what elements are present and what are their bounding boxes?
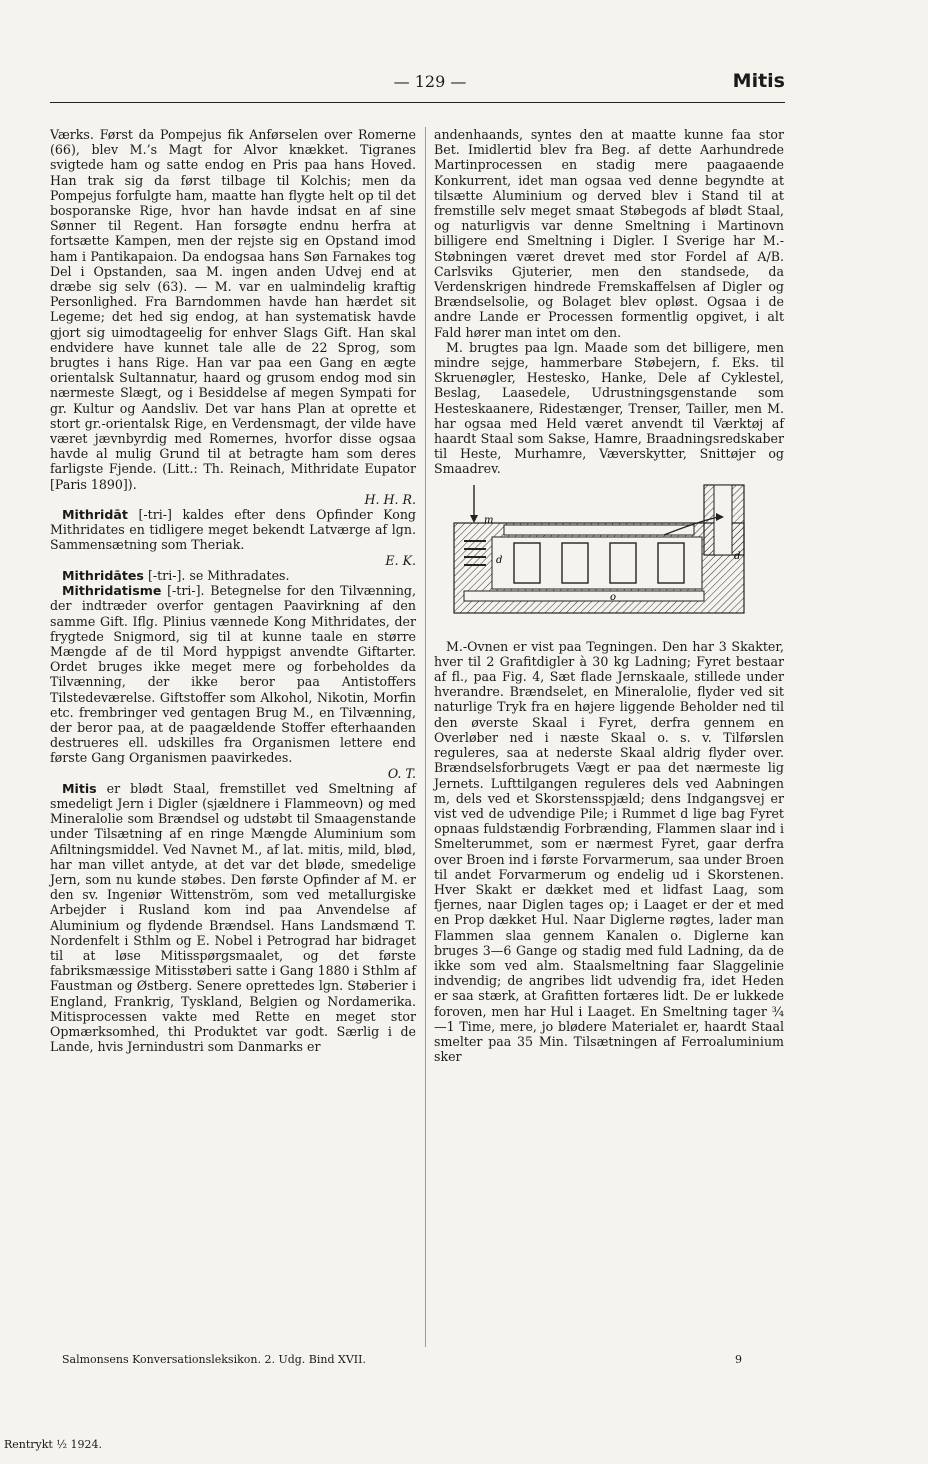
publication-line: Salmonsens Konversationsleksikon. 2. Udg. Bind XVII.	[62, 1353, 366, 1366]
author-signature: H. H. R.	[364, 491, 416, 507]
air-arrow-head	[470, 515, 478, 523]
furnace-diagram	[434, 483, 784, 631]
furnace-diagram-svg	[434, 483, 754, 623]
crucible	[610, 543, 636, 583]
crucible	[514, 543, 540, 583]
right-column	[434, 127, 784, 1064]
author-signature: O. T.	[387, 765, 416, 781]
entry-mithridatisme	[50, 583, 416, 765]
header-rule	[50, 102, 785, 103]
column-divider	[425, 127, 426, 1347]
signature-mark: 9	[735, 1353, 742, 1366]
page-footer	[62, 1353, 742, 1366]
entry-headword: Mitis	[62, 780, 97, 796]
entry-mithridates	[50, 568, 416, 583]
furnace-description: M.-Ovnen er vist paa Tegningen. Den har 3 Skakter, hver til 2 Grafitdigler à 30 kg Ladning; Fyret bestaar af fl., paa Fig. 4, Sæt flade Jernskaale, stillede under hverandre. Brændselet, en Mineralolie, flyder ved sit naturlige Tryk fra en højere liggende Beholder ned til den øverste Skaal i Fyret, derfra gennem en Overløber ned i næste Skaal o. s. v. Tilførslen reguleres, saa at nederste Skaal aldrig flyder over. Brændselsforbrugets Vægt er paa det nærmeste lig Jernets. Lufttilgangen reguleres dels ved Aabningen m, dels ved et Skorstensspjæld; dens Indgangsvej er vist ved de udvendige Pile; i Rummet d lige bag Fyret opnaas fuldstændig Forbrænding, Flammen slaar ind i Smelterummet, som er nærmest Fyret, gaar derfra over Broen ind i første Forvarmerum, saa under Broen til andet Forvarmerum og endelig ud i Skorstenen. Hver Skakt er dækket med et lidfast Laag, som fjernes, naar Diglen tages op; i Laaget er der et med en Prop dækket Hul. Naar Diglerne røgtes, lader man Flammen slaa gennem Kanalen o. Diglerne kan bruges 3—6 Gange og stadig med fuld Ladning, da de ikke som ved alm. Staalsmeltning faar Slaggelinie indvendig; de angribes lidt udvendig fra, idet Heden er saa stærk, at Grafitten fortæres lidt. De er lukkede foroven, men har Hul i Laaget. En Smeltning tager ¾—1 Time, mere, jo blødere Materialet er, haardt Staal smelter paa 35 Min. Tilsætningen af Ferroaluminium sker	[434, 638, 784, 1065]
page-header	[50, 70, 785, 100]
entry-mitis	[50, 781, 416, 1055]
label-d-right: d	[734, 550, 741, 562]
entry-text: [-tri-] kaldes efter dens Opfinder Kong Mithridates en tidligere meget bekendt Latværge af lgn. Sammensætning som Theriak.	[50, 507, 416, 553]
mitis-continuation: andenhaands, syntes den at maatte kunne faa stor Bet. Imidlertid blev fra Beg. af dette Aarhundrede Martinprocessen en stadig mere paagaaende Konkurrent, idet man ogsaa ved denne begyndte at tilsætte Aluminium og derved blev i Stand til at fremstille selv meget smaat Støbegods af blødt Staal, og naturligvis var denne Smeltning i Martinovn billigere end Smeltning i Digler. I Sverige har M.-Støbningen været drevet med stor Fordel af A/B. Carlsviks Gjuterier, men den standsede, da Verdenskrigen hindrede Fremskaffelsen af Digler og Brændselsolie, og Bolaget blev opløst. Ogsaa i de andre Lande er Processen formentlig opgivet, i alt Fald hører man intet om den.	[434, 127, 784, 340]
crucible	[562, 543, 588, 583]
label-d-left: d	[496, 554, 503, 566]
imprint-line: Rentrykt ½ 1924.	[4, 1438, 103, 1451]
entry-text: [-tri-]. se Mithradates.	[143, 567, 290, 583]
label-o: o	[610, 591, 617, 603]
entry-headword: Mithridātes	[62, 567, 144, 583]
label-m: m	[484, 514, 494, 526]
mithradates-continuation: Værks. Først da Pompejus fik Anførselen over Romerne (66), blev M.’s Magt for Alvor knækket. Tigranes svigtede ham og satte endog en Pris paa hans Hoved. Han trak sig da først tilbage til Kolchis; men da Pompejus forfulgte ham, maatte han flygte helt op til det bosporanske Rige, hvor han havde indsat en af sine Sønner til Regent. Han forsøgte endnu herfra at fortsætte Kampen, men der rejste sig en Opstand imod ham i Pantikapaion. Da endogsaa hans Søn Farnakes tog Del i Opstanden, saa M. ingen anden Udvej end at dræbe sig selv (63). — M. var en ualmindelig kraftig Personlighed. Fra Barndommen havde han hærdet sit Legeme; det hed sig endog, at han systematisk havde gjort sig uimodtageelig for enhver Slags Gift. Han skal endvidere have kunnet tale alle de 22 Sprog, som brugtes i hans Rige. Han var paa een Gang en ægte orientalsk Sultannatur, haard og grusom endog mod sin nærmeste Slægt, og i Besiddelse af megen Sympati for gr. Kultur og Aandsliv. Det var hans Plan at oprette et stort gr.-orientalsk Rige, en Verdensmagt, der vilde have været jævnbyrdig med Romernes, hvorfor disse ogsaa havde al mulig Grund til at betragte ham som deres farligste Fjende. (Litt.: Th. Reinach, Mithridate Eupator [Paris 1890]).	[50, 127, 416, 492]
entry-mithridat	[50, 507, 416, 553]
author-signature: E. K.	[385, 552, 416, 568]
mitis-uses-paragraph: M. brugtes paa lgn. Maade som det billigere, men mindre sejge, hammerbare Støbejern, f. Eks. til Skruenøgler, Hestesko, Hanke, Dele af Cyklestel, Beslag, Laasedele, Udrustningsgenstande som Hesteskaanere, Ridestænger, Trenser, Tailler, men M. har ogsaa med Held været anvendt til Værktøj af haardt Staal som Sakse, Hamre, Braadningsredskaber til Heste, Murhamre, Væverskytter, Snittøjer og Smaadrev.	[434, 339, 784, 477]
page-number: — 129 —	[393, 72, 467, 91]
entry-text: er blødt Staal, fremstillet ved Smeltning af smedeligt Jern i Digler (sjældnere i Flammeovn) og med Mineralolie som Brændsel og udstøbt til Smaagenstande under Tilsætning af en ringe Mængde Aluminium som Afiltningsmiddel. Ved Navnet M., af lat. mitis, mild, blød, har man villet antyde, at det var det bløde, smedelige Jern, som nu kunde støbes. Den første Opfinder af M. er den sv. Ingeniør Wittenström, som ved metallurgiske Arbejder i Rusland kom ind paa Anvendelse af Aluminium og flydende Brændsel. Hans Landsmænd T. Nordenfelt i Sthlm og E. Nobel i Petrograd har bidraget til at løse Mitisspørgsmaalet, og det første fabriksmæssige Mitisstøberi satte i Gang 1880 i Sthlm af Faustman og Østberg. Senere oprettedes lgn. Støberier i England, Frankrig, Tyskland, Belgien og Nordamerika. Mitisprocessen vakte med Rette en meget stor Opmærksomhed, thi Produktet var godt. Særlig i de Lande, hvis Jernindustri som Danmarks er	[50, 780, 416, 1055]
left-column	[50, 127, 416, 1054]
entry-headword: Mithridatisme	[62, 583, 162, 599]
entry-headword: Mithridāt	[62, 507, 128, 523]
channel-o	[464, 591, 704, 601]
running-head-word: Mitis	[732, 70, 785, 92]
lid-row	[504, 525, 694, 535]
crucible	[658, 543, 684, 583]
entry-text: [-tri-]. Betegnelse for den Tilvænning, der indtræder overfor gentagen Paavirkning af den samme Gift. Iflg. Plinius vænnede Kong Mithridates, der frygtede Snigmord, sig til at kunne taale en større Mængde af de til Mord hyppigst anvendte Giftarter. Ordet bruges ikke meget mere og forbeholdes da Tilvænning, der ikke beror paa Antistoffers Tilstedeværelse. Giftstoffer som Alkohol, Nikotin, Morfin etc. frembringer ved gentagen Brug M., en Tilvænning, der beror paa, at de paagældende Stoffer efterhaanden destrueres ell. udskilles fra Organismen lettere end første Gang Organismen paavirkedes.	[50, 583, 416, 766]
